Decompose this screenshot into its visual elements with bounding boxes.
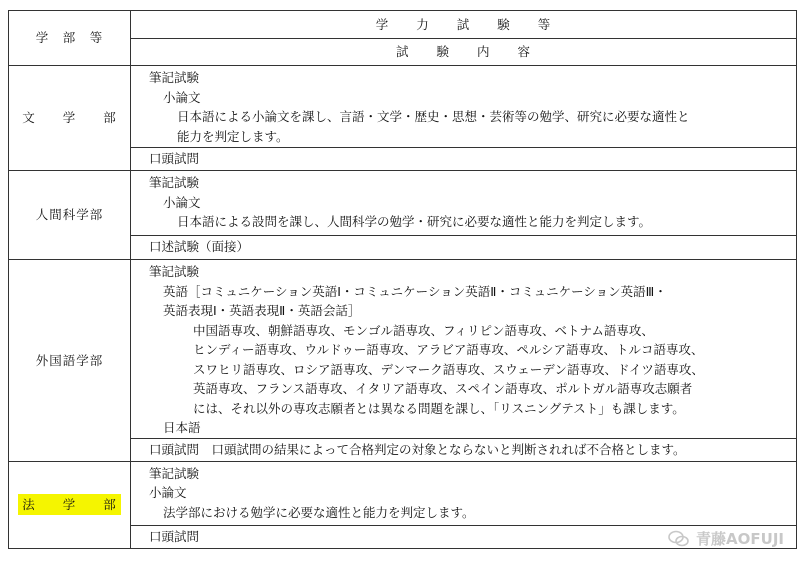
- line: には、それ以外の専攻志願者とは異なる問題を課し、「リスニングテスト」も課します。: [193, 400, 685, 416]
- header-academic-exam: [131, 11, 797, 39]
- dept-law: [9, 461, 131, 548]
- line: 筆記試験: [149, 465, 200, 481]
- line: スワヒリ語専攻、ロシア語専攻、デンマーク語専攻、スウェーデン語専攻、ドイツ語専攻、: [193, 361, 704, 377]
- line: 英語［コミュニケーション英語Ⅰ・コミュニケーション英語Ⅱ・コミュニケーション英語Ⅲ・: [163, 283, 667, 299]
- header-exam-content: [131, 38, 797, 66]
- line: 英語表現Ⅰ・英語表現Ⅱ・英語会話］: [163, 303, 361, 318]
- line: 能力を判定します。: [177, 128, 289, 144]
- line: 日本語: [163, 420, 201, 435]
- header-sub-label: 試 験 内 容: [395, 44, 531, 59]
- dept-name: 文 学 部: [22, 110, 117, 126]
- line: 中国語専攻、朝鮮語専攻、モンゴル語専攻、フィリピン語専攻、ベトナム語専攻、: [193, 322, 654, 338]
- header-dept-label: 学 部 等: [35, 30, 104, 46]
- exam-content-human-sciences: [131, 171, 797, 236]
- line: 小論文: [163, 194, 201, 210]
- line: 小論文: [163, 89, 201, 105]
- header-dept-column: [9, 11, 131, 66]
- line: 筆記試験: [149, 175, 200, 190]
- line: 日本語による設問を課し、人間科学の勉学・研究に必要な適性と能力を判定します。: [177, 214, 652, 229]
- watermark: [668, 528, 784, 549]
- line: 筆記試験: [149, 70, 200, 85]
- exam-table: [8, 10, 797, 549]
- dept-literature: [9, 66, 131, 171]
- line: ヒンディー語専攻、ウルドゥー語専攻、アラビア語専攻、ペルシア語専攻、トルコ語専攻、: [193, 342, 704, 357]
- line: 日本語による小論文を課し、言語・文学・歴史・思想・芸術等の勉学、研究に必要な適性と: [177, 109, 690, 124]
- dept-name-highlighted: 法 学 部: [18, 494, 121, 516]
- oral-exam-human-sciences: 口述試験（面接）: [131, 236, 797, 260]
- exam-content-literature: [131, 66, 797, 148]
- oral-exam-literature: 口頭試問: [131, 148, 797, 171]
- oral-exam-law: 口頭試問: [131, 525, 797, 548]
- exam-content-foreign-studies: [131, 260, 797, 439]
- line: 小論文: [149, 485, 187, 500]
- oral-exam-foreign-studies: 口頭試問 口頭試問の結果によって合格判定の対象とならないと判断されれば不合格とします。: [131, 439, 797, 462]
- exam-content-law: [131, 461, 797, 525]
- line: 法学部における勉学に必要な適性と能力を判定します。: [163, 504, 475, 520]
- header-top-label: 学 力 試 験 等: [375, 16, 552, 32]
- wechat-icon: [668, 530, 690, 548]
- dept-human-sciences: [9, 171, 131, 260]
- dept-foreign-studies: [9, 260, 131, 462]
- dept-name: 外国語学部: [35, 352, 104, 368]
- line: 英語専攻、フランス語専攻、イタリア語専攻、スペイン語専攻、ポルトガル語専攻志願者: [193, 381, 693, 396]
- line: 筆記試験: [149, 264, 200, 279]
- dept-name: 人間科学部: [35, 207, 104, 223]
- watermark-text: 青藤AOFUJI: [696, 530, 784, 548]
